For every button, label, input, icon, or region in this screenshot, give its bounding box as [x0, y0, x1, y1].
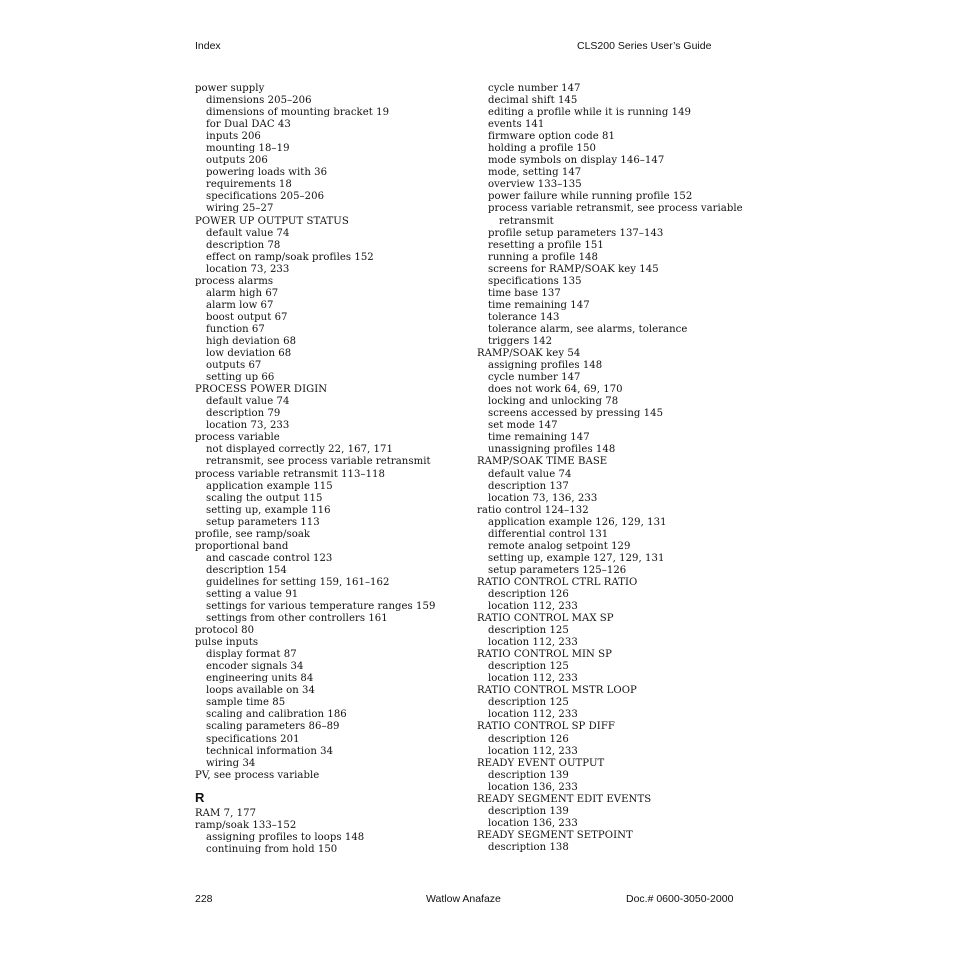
index-main-entry: RATIO CONTROL CTRL RATIO — [477, 576, 638, 588]
index-subentry: events 141 — [488, 119, 545, 131]
index-subentry: differential control 131 — [488, 528, 609, 540]
index-subentry: description 154 — [206, 564, 287, 576]
index-subentry: mounting 18–19 — [206, 143, 290, 155]
index-subentry: setup parameters 113 — [206, 516, 320, 528]
index-subentry: dimensions of mounting bracket 19 — [206, 107, 390, 119]
index-subentry: low deviation 68 — [206, 348, 292, 360]
index-subentry: screens accessed by pressing 145 — [488, 408, 664, 420]
index-subentry: assigning profiles to loops 148 — [206, 831, 365, 843]
index-main-entry: power supply — [195, 83, 265, 94]
index-subentry: high deviation 68 — [206, 335, 297, 347]
index-subentry: profile setup parameters 137–143 — [488, 227, 664, 239]
footer-company: Watlow Anafaze — [426, 893, 501, 905]
index-subentry: description 125 — [488, 697, 569, 709]
index-main-entry: PROCESS POWER DIGIN — [195, 384, 328, 396]
index-subentry: location 112, 233 — [488, 601, 578, 613]
index-subentry: location 112, 233 — [488, 709, 578, 721]
index-subentry: power failure while running profile 152 — [488, 191, 693, 203]
index-subentry: location 112, 233 — [488, 673, 578, 685]
index-subentry: boost output 67 — [206, 311, 288, 323]
index-subentry: outputs 67 — [206, 360, 262, 372]
index-subentry: cycle number 147 — [488, 83, 581, 94]
index-subentry: set mode 147 — [488, 420, 558, 432]
index-subentry: running a profile 148 — [488, 251, 599, 263]
index-subentry: retransmit, see process variable retransmit — [206, 456, 431, 468]
index-main-entry: READY SEGMENT EDIT EVENTS — [477, 793, 652, 805]
index-subentry: wiring 34 — [206, 757, 256, 769]
index-main-entry: PV, see process variable — [195, 769, 320, 781]
index-subentry: cycle number 147 — [488, 372, 581, 384]
index-subentry: time remaining 147 — [488, 432, 590, 444]
index-subentry: mode symbols on display 146–147 — [488, 155, 665, 167]
index-column-left — [195, 83, 475, 856]
index-subentry: wiring 25–27 — [206, 203, 274, 215]
index-subentry: firmware option code 81 — [488, 131, 616, 143]
running-header-section: Index — [195, 40, 221, 52]
index-subentry: location 73, 136, 233 — [488, 492, 598, 504]
index-subentry: dimensions 205–206 — [206, 95, 312, 107]
index-main-entry: proportional band — [195, 540, 289, 552]
index-subentry: function 67 — [206, 323, 265, 335]
index-subentry: location 136, 233 — [488, 817, 578, 829]
index-subentry: alarm high 67 — [206, 287, 279, 299]
index-main-entry: ratio control 124–132 — [477, 504, 589, 516]
index-subentry: description 79 — [206, 408, 281, 420]
index-subentry: technical information 34 — [206, 745, 334, 757]
index-subentry: default value 74 — [488, 468, 572, 480]
index-main-entry: READY SEGMENT SETPOINT — [477, 829, 633, 841]
index-subentry: and cascade control 123 — [206, 552, 333, 564]
index-subentry: settings from other controllers 161 — [206, 613, 388, 625]
index-main-entry: ramp/soak 133–152 — [195, 819, 297, 831]
index-subentry: location 73, 233 — [206, 420, 290, 432]
index-subentry: triggers 142 — [488, 335, 553, 347]
index-subentry: location 112, 233 — [488, 745, 578, 757]
index-subentry: description 139 — [488, 805, 569, 817]
index-subentry: scaling parameters 86–89 — [206, 721, 340, 733]
index-subentry: description 138 — [488, 841, 569, 853]
index-subentry: resetting a profile 151 — [488, 239, 604, 251]
index-subentry: default value 74 — [206, 396, 290, 408]
index-main-entry: READY EVENT OUTPUT — [477, 757, 605, 769]
index-subentry: description 139 — [488, 769, 569, 781]
index-subentry: inputs 206 — [206, 131, 261, 143]
index-subentry: scaling the output 115 — [206, 492, 323, 504]
index-subentry: specifications 201 — [206, 733, 300, 745]
index-subentry: setting up 66 — [206, 372, 275, 384]
index-subentry: location 112, 233 — [488, 637, 578, 649]
index-main-entry: RAMP/SOAK key 54 — [477, 348, 581, 360]
index-subentry: description 126 — [488, 588, 569, 600]
index-main-entry: pulse inputs — [195, 637, 259, 649]
index-subentry: powering loads with 36 — [206, 167, 328, 179]
index-subentry: description 137 — [488, 480, 569, 492]
index-subentry: specifications 135 — [488, 275, 582, 287]
index-subentry: alarm low 67 — [206, 299, 274, 311]
index-subentry: location 136, 233 — [488, 781, 578, 793]
index-column-right — [477, 83, 757, 854]
index-subentry: scaling and calibration 186 — [206, 709, 347, 721]
index-subentry: decimal shift 145 — [488, 95, 578, 107]
index-subentry: sample time 85 — [206, 697, 286, 709]
index-main-entry: POWER UP OUTPUT STATUS — [195, 215, 349, 227]
index-main-entry: process alarms — [195, 275, 274, 287]
index-subentry: editing a profile while it is running 149 — [488, 107, 692, 119]
index-main-entry: profile, see ramp/soak — [195, 528, 311, 540]
index-subentry: holding a profile 150 — [488, 143, 596, 155]
index-subentry: application example 126, 129, 131 — [488, 516, 667, 528]
index-subentry: description 125 — [488, 661, 569, 673]
section-letter: R — [195, 789, 205, 805]
index-subentry: application example 115 — [206, 480, 333, 492]
index-main-entry: RATIO CONTROL MAX SP — [477, 613, 614, 625]
index-subentry: overview 133–135 — [488, 179, 582, 191]
index-subentry: setup parameters 125–126 — [488, 564, 627, 576]
index-subentry: location 73, 233 — [206, 263, 290, 275]
index-subentry: for Dual DAC 43 — [206, 119, 291, 131]
index-subentry: setting a value 91 — [206, 588, 299, 600]
index-subentry: specifications 205–206 — [206, 191, 325, 203]
index-subentry: time base 137 — [488, 287, 561, 299]
index-subentry: description 125 — [488, 625, 569, 637]
index-subentry: encoder signals 34 — [206, 661, 304, 673]
index-subentry: tolerance alarm, see alarms, tolerance — [488, 323, 688, 335]
index-subentry: requirements 18 — [206, 179, 292, 191]
index-main-entry: RATIO CONTROL MSTR LOOP — [477, 685, 637, 697]
index-subentry: display format 87 — [206, 649, 297, 661]
index-main-entry: process variable retransmit 113–118 — [195, 468, 385, 480]
index-main-entry: RAMP/SOAK TIME BASE — [477, 456, 608, 468]
index-main-entry: protocol 80 — [195, 625, 255, 637]
page-number: 228 — [195, 893, 213, 905]
index-subentry: setting up, example 127, 129, 131 — [488, 552, 665, 564]
index-subentry: engineering units 84 — [206, 673, 314, 685]
index-subentry: tolerance 143 — [488, 311, 560, 323]
index-subentry: settings for various temperature ranges 159 — [206, 601, 436, 613]
index-subentry: setting up, example 116 — [206, 504, 331, 516]
index-subentry: remote analog setpoint 129 — [488, 540, 631, 552]
index-subentry: locking and unlocking 78 — [488, 396, 619, 408]
index-subentry: continuing from hold 150 — [206, 843, 338, 855]
index-subentry: guidelines for setting 159, 161–162 — [206, 576, 390, 588]
index-subentry: assigning profiles 148 — [488, 360, 603, 372]
index-subentry: description 78 — [206, 239, 281, 251]
footer-doc-number: Doc.# 0600-3050-2000 — [626, 893, 734, 905]
index-main-entry: RATIO CONTROL SP DIFF — [477, 721, 615, 733]
index-main-entry: RAM 7, 177 — [195, 807, 257, 819]
index-subentry: default value 74 — [206, 227, 290, 239]
index-main-entry: process variable — [195, 432, 280, 444]
index-subentry: time remaining 147 — [488, 299, 590, 311]
index-main-entry: RATIO CONTROL MIN SP — [477, 649, 612, 661]
index-subentry: effect on ramp/soak profiles 152 — [206, 251, 374, 263]
index-subentry: screens for RAMP/SOAK key 145 — [488, 263, 659, 275]
index-subentry: description 126 — [488, 733, 569, 745]
index-subentry: loops available on 34 — [206, 685, 315, 697]
running-header-guide-title: CLS200 Series User’s Guide — [577, 40, 712, 52]
index-subentry: outputs 206 — [206, 155, 268, 167]
index-subentry: process variable retransmit, see process variable — [488, 203, 743, 215]
index-subentry: not displayed correctly 22, 167, 171 — [206, 444, 393, 456]
index-subentry: does not work 64, 69, 170 — [488, 384, 623, 396]
index-subentry: mode, setting 147 — [488, 167, 582, 179]
index-subentry: unassigning profiles 148 — [488, 444, 616, 456]
index-subentry-continuation: retransmit — [499, 215, 554, 227]
